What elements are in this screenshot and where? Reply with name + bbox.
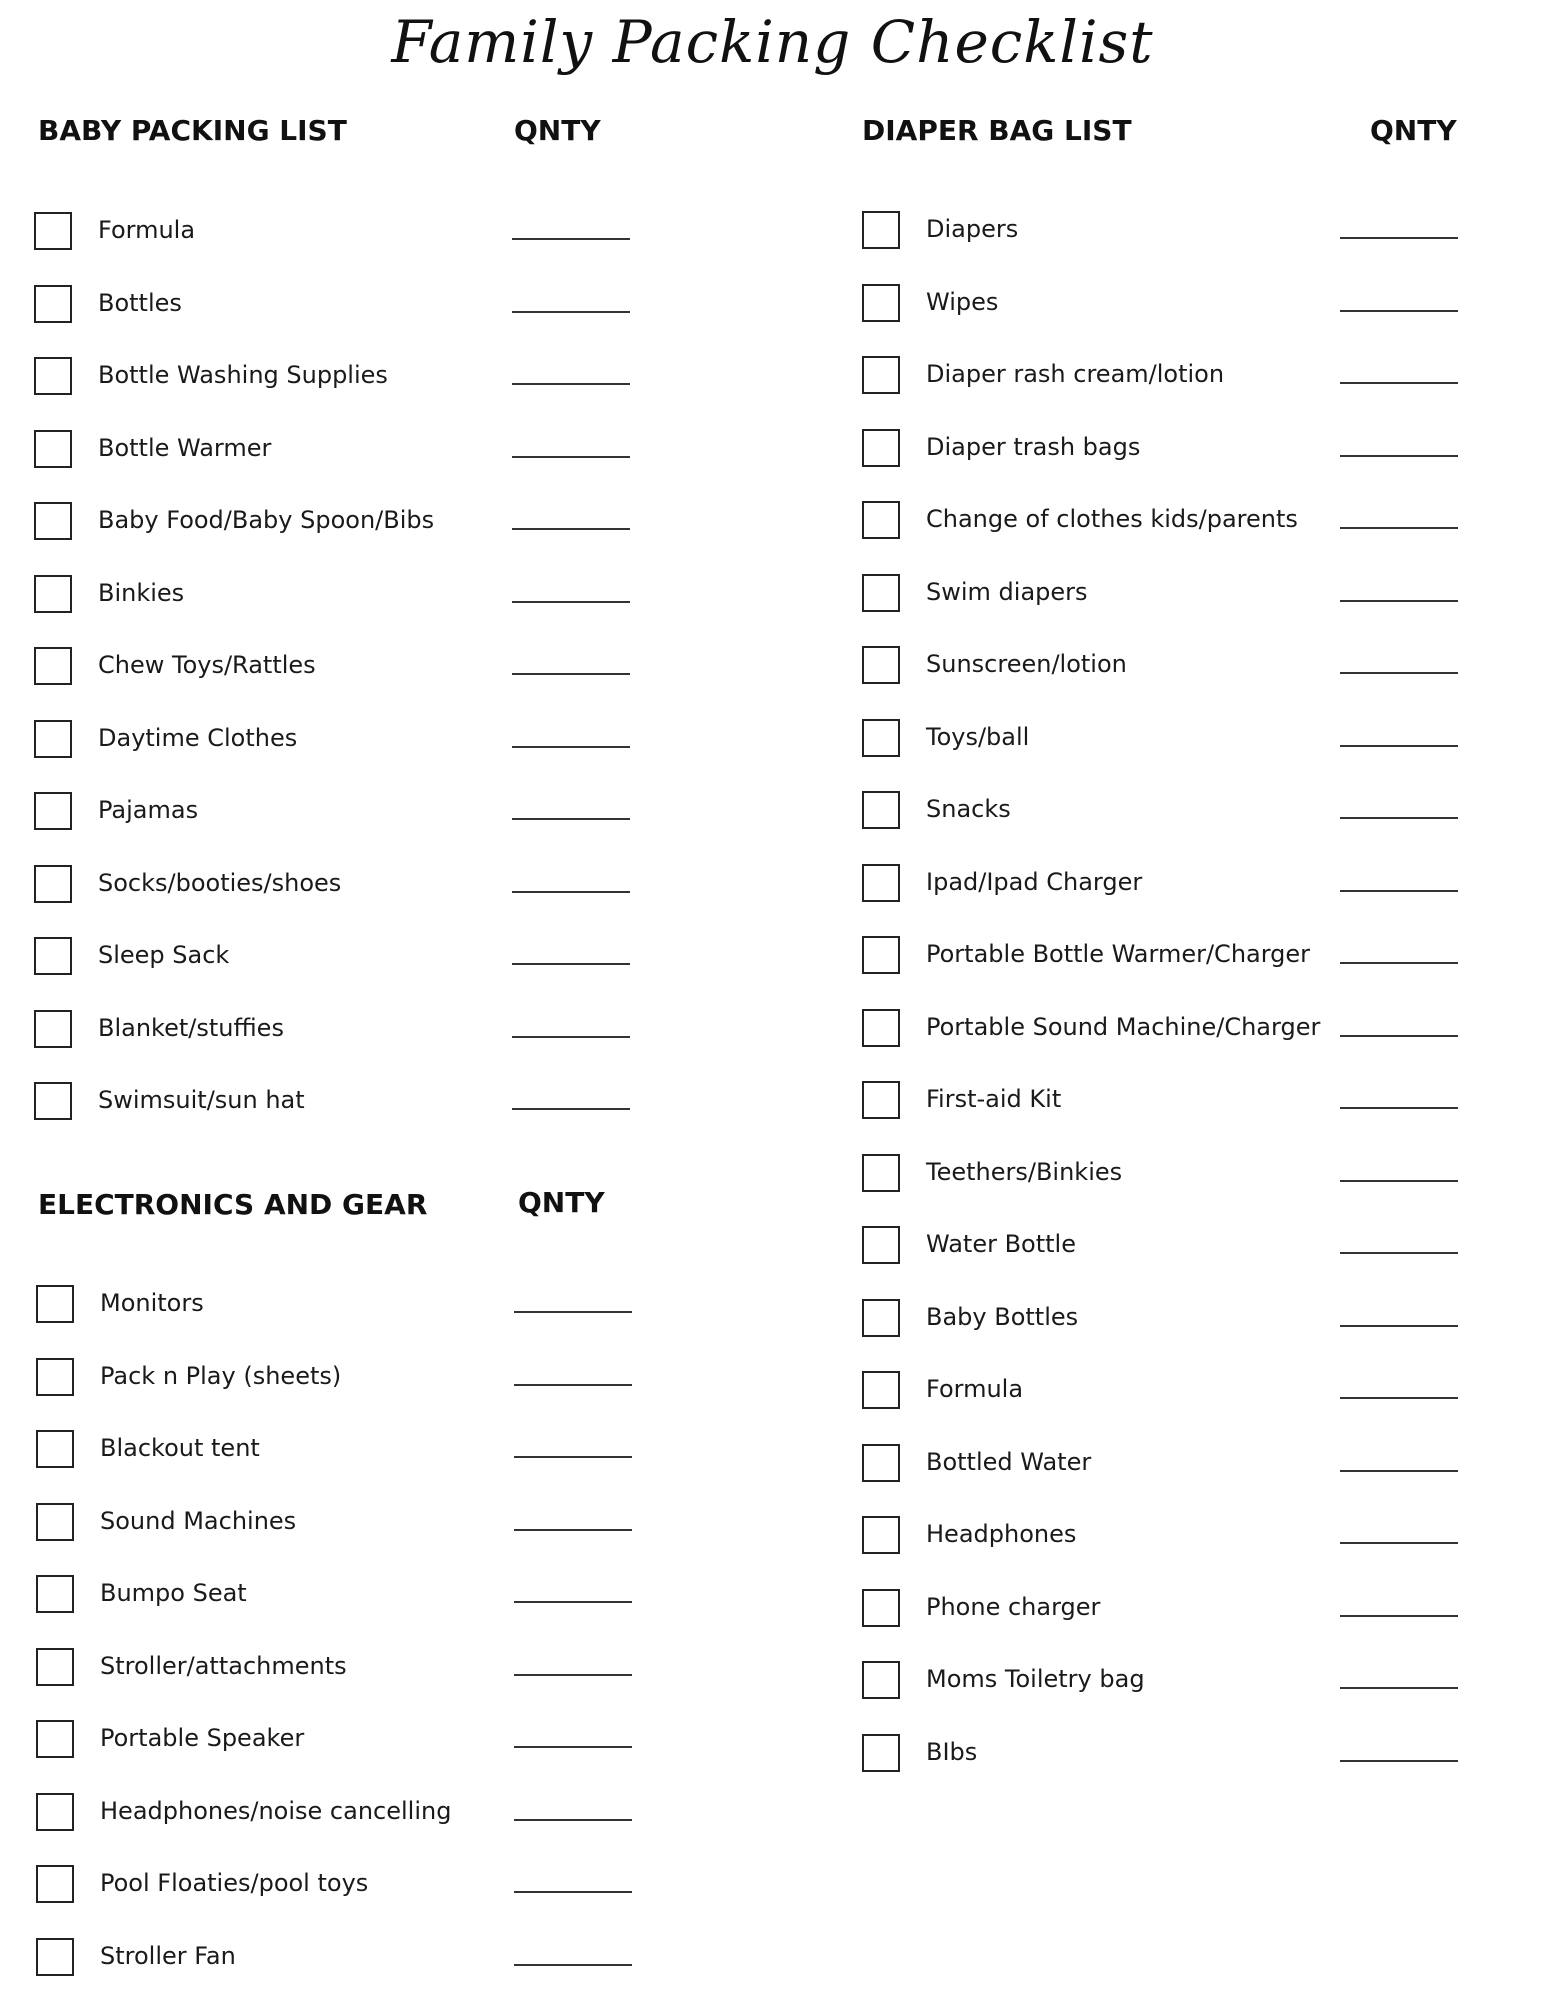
baby-list-item (34, 720, 642, 762)
diaper-list-item (862, 1589, 1470, 1631)
baby-list-item (34, 575, 642, 617)
item-label: Diapers (926, 215, 1019, 243)
diaper-list-item (862, 1299, 1470, 1341)
item-label: Sleep Sack (98, 941, 230, 969)
item-label: Wipes (926, 287, 999, 316)
diaper-list-item (862, 646, 1470, 688)
diaper-list-item (862, 501, 1470, 543)
checkbox[interactable] (862, 936, 900, 974)
checkbox[interactable] (36, 1648, 74, 1686)
diaper-list-item (862, 1444, 1470, 1486)
item-label: Formula (98, 216, 196, 244)
checkbox[interactable] (34, 720, 72, 758)
quantity-blank-line[interactable] (514, 1964, 632, 1966)
item-label: Teethers/Binkies (926, 1157, 1123, 1186)
checkbox[interactable] (36, 1358, 74, 1396)
checkbox[interactable] (862, 284, 900, 322)
item-label: Chew Toys/Rattles (98, 651, 316, 679)
checkbox[interactable] (862, 1516, 900, 1554)
item-label: Sunscreen/lotion (926, 650, 1127, 678)
electronics-list-item (36, 1793, 644, 1835)
quantity-blank-line[interactable] (1340, 1615, 1458, 1617)
item-label: Bottles (98, 288, 182, 317)
checkbox[interactable] (862, 864, 900, 902)
quantity-blank-line[interactable] (512, 528, 630, 530)
baby-list-item (34, 502, 642, 544)
item-label: Baby Bottles (926, 1302, 1079, 1331)
quantity-blank-line[interactable] (512, 673, 630, 675)
quantity-blank-line[interactable] (514, 1311, 632, 1313)
checkbox[interactable] (862, 791, 900, 829)
quantity-blank-line[interactable] (1340, 672, 1458, 674)
baby-list-item (34, 285, 642, 327)
electronics-list-item (36, 1938, 644, 1980)
checkbox[interactable] (862, 1444, 900, 1482)
item-label: Pajamas (98, 796, 199, 824)
quantity-blank-line[interactable] (1340, 1325, 1458, 1327)
item-label: Bumpo Seat (100, 1579, 247, 1607)
quantity-blank-line[interactable] (514, 1819, 632, 1821)
quantity-blank-line[interactable] (514, 1891, 632, 1893)
item-label: Headphones/noise cancelling (100, 1796, 452, 1825)
electronics-list-item (36, 1503, 644, 1545)
checkbox[interactable] (36, 1865, 74, 1903)
checkbox[interactable] (36, 1285, 74, 1323)
checkbox[interactable] (862, 1299, 900, 1337)
baby-qty-heading: QNTY (514, 114, 601, 147)
quantity-blank-line[interactable] (1340, 1397, 1458, 1399)
diaper-list-item (862, 211, 1470, 253)
baby-list-item (34, 1082, 642, 1124)
item-label: Blanket/stuffies (98, 1013, 284, 1042)
checkbox[interactable] (862, 1371, 900, 1409)
diaper-list-item (862, 356, 1470, 398)
quantity-blank-line[interactable] (1340, 745, 1458, 747)
quantity-blank-line[interactable] (512, 383, 630, 385)
quantity-blank-line[interactable] (1340, 817, 1458, 819)
quantity-blank-line[interactable] (514, 1746, 632, 1748)
item-label: Bottle Washing Supplies (98, 361, 388, 389)
quantity-blank-line[interactable] (1340, 600, 1458, 602)
quantity-blank-line[interactable] (514, 1384, 632, 1386)
diaper-list-item (862, 864, 1470, 906)
checkbox[interactable] (36, 1938, 74, 1976)
checkbox[interactable] (36, 1575, 74, 1613)
item-label: First-aid Kit (926, 1085, 1062, 1113)
quantity-blank-line[interactable] (1340, 962, 1458, 964)
diaper-list-item (862, 936, 1470, 978)
diaper-list-item (862, 791, 1470, 833)
item-label: Toys/ball (926, 722, 1030, 751)
item-label: Socks/booties/shoes (98, 868, 342, 897)
checkbox[interactable] (862, 1734, 900, 1772)
quantity-blank-line[interactable] (512, 1036, 630, 1038)
item-label: BIbs (926, 1737, 978, 1766)
item-label: Diaper rash cream/lotion (926, 360, 1225, 388)
item-label: Daytime Clothes (98, 723, 298, 752)
diaper-list-item (862, 1081, 1470, 1123)
checkbox[interactable] (34, 502, 72, 540)
diaper-list-item (862, 429, 1470, 471)
item-label: Baby Food/Baby Spoon/Bibs (98, 506, 435, 534)
item-label: Stroller/attachments (100, 1651, 347, 1680)
item-label: Moms Toiletry bag (926, 1665, 1145, 1693)
quantity-blank-line[interactable] (514, 1456, 632, 1458)
checkbox[interactable] (34, 647, 72, 685)
baby-list-item (34, 212, 642, 254)
item-label: Bottle Warmer (98, 433, 272, 462)
quantity-blank-line[interactable] (514, 1674, 632, 1676)
checkbox[interactable] (34, 865, 72, 903)
item-label: Swimsuit/sun hat (98, 1086, 305, 1114)
electronics-qty-heading: QNTY (518, 1186, 605, 1219)
quantity-blank-line[interactable] (1340, 1470, 1458, 1472)
checkbox[interactable] (862, 501, 900, 539)
electronics-list-item (36, 1720, 644, 1762)
diaper-list-item (862, 1516, 1470, 1558)
quantity-blank-line[interactable] (1340, 1760, 1458, 1762)
diaper-list-item (862, 574, 1470, 616)
item-label: Pack n Play (sheets) (100, 1361, 342, 1390)
checkbox[interactable] (36, 1430, 74, 1468)
diaper-list-item (862, 284, 1470, 326)
quantity-blank-line[interactable] (1340, 1180, 1458, 1182)
checkbox[interactable] (34, 937, 72, 975)
checkbox[interactable] (34, 357, 72, 395)
quantity-blank-line[interactable] (512, 746, 630, 748)
checkbox[interactable] (862, 574, 900, 612)
electronics-list-item (36, 1285, 644, 1327)
checkbox[interactable] (34, 430, 72, 468)
quantity-blank-line[interactable] (1340, 455, 1458, 457)
checkbox[interactable] (34, 1082, 72, 1120)
item-label: Monitors (100, 1289, 204, 1317)
electronics-section-heading: ELECTRONICS AND GEAR (38, 1188, 428, 1221)
quantity-blank-line[interactable] (1340, 1542, 1458, 1544)
checkbox[interactable] (862, 1226, 900, 1264)
item-label: Swim diapers (926, 577, 1088, 606)
quantity-blank-line[interactable] (1340, 1252, 1458, 1254)
checkbox[interactable] (862, 356, 900, 394)
quantity-blank-line[interactable] (1340, 1687, 1458, 1689)
checkbox[interactable] (862, 1589, 900, 1627)
diaper-list-item (862, 1009, 1470, 1051)
item-label: Portable Sound Machine/Charger (926, 1012, 1321, 1041)
checkbox[interactable] (862, 1661, 900, 1699)
item-label: Ipad/Ipad Charger (926, 867, 1143, 896)
quantity-blank-line[interactable] (512, 311, 630, 313)
item-label: Phone charger (926, 1592, 1101, 1621)
item-label: Binkies (98, 578, 185, 607)
checkbox[interactable] (34, 1010, 72, 1048)
item-label: Water Bottle (926, 1230, 1076, 1258)
checkbox[interactable] (862, 1154, 900, 1192)
baby-list-item (34, 792, 642, 834)
checkbox[interactable] (34, 792, 72, 830)
checkbox[interactable] (862, 646, 900, 684)
checkbox[interactable] (862, 211, 900, 249)
diaper-list-item (862, 1734, 1470, 1776)
diaper-list-item (862, 1661, 1470, 1703)
item-label: Portable Bottle Warmer/Charger (926, 940, 1311, 968)
diaper-qty-heading: QNTY (1370, 114, 1457, 147)
quantity-blank-line[interactable] (512, 456, 630, 458)
quantity-blank-line[interactable] (512, 891, 630, 893)
electronics-list-item (36, 1358, 644, 1400)
diaper-list-item (862, 719, 1470, 761)
baby-list-item (34, 357, 642, 399)
checkbox[interactable] (34, 285, 72, 323)
diaper-section-heading: DIAPER BAG LIST (862, 114, 1132, 147)
item-label: Diaper trash bags (926, 432, 1141, 461)
item-label: Stroller Fan (100, 1941, 236, 1970)
item-label: Formula (926, 1375, 1024, 1403)
quantity-blank-line[interactable] (514, 1529, 632, 1531)
electronics-list-item (36, 1865, 644, 1907)
diaper-list-item (862, 1371, 1470, 1413)
quantity-blank-line[interactable] (1340, 1035, 1458, 1037)
checkbox[interactable] (36, 1793, 74, 1831)
checkbox[interactable] (862, 429, 900, 467)
quantity-blank-line[interactable] (512, 1108, 630, 1110)
quantity-blank-line[interactable] (1340, 237, 1458, 239)
checkbox[interactable] (36, 1503, 74, 1541)
quantity-blank-line[interactable] (1340, 382, 1458, 384)
item-label: Bottled Water (926, 1447, 1092, 1476)
baby-section-heading: BABY PACKING LIST (38, 114, 347, 147)
quantity-blank-line[interactable] (512, 963, 630, 965)
item-label: Headphones (926, 1520, 1077, 1548)
diaper-list-item (862, 1226, 1470, 1268)
baby-list-item (34, 1010, 642, 1052)
quantity-blank-line[interactable] (1340, 310, 1458, 312)
item-label: Change of clothes kids/parents (926, 505, 1298, 533)
baby-list-item (34, 937, 642, 979)
quantity-blank-line[interactable] (512, 238, 630, 240)
quantity-blank-line[interactable] (514, 1601, 632, 1603)
checkbox[interactable] (34, 212, 72, 250)
checkbox[interactable] (34, 575, 72, 613)
quantity-blank-line[interactable] (1340, 527, 1458, 529)
electronics-list-item (36, 1648, 644, 1690)
item-label: Pool Floaties/pool toys (100, 1869, 369, 1897)
page-title: Family Packing Checklist (391, 8, 1154, 76)
electronics-list-item (36, 1575, 644, 1617)
quantity-blank-line[interactable] (512, 818, 630, 820)
baby-list-item (34, 865, 642, 907)
item-label: Snacks (926, 795, 1011, 823)
checkbox[interactable] (36, 1720, 74, 1758)
baby-list-item (34, 647, 642, 689)
quantity-blank-line[interactable] (1340, 1107, 1458, 1109)
item-label: Blackout tent (100, 1434, 260, 1462)
item-label: Portable Speaker (100, 1724, 305, 1752)
quantity-blank-line[interactable] (512, 601, 630, 603)
checkbox[interactable] (862, 719, 900, 757)
electronics-list-item (36, 1430, 644, 1472)
quantity-blank-line[interactable] (1340, 890, 1458, 892)
checkbox[interactable] (862, 1009, 900, 1047)
diaper-list-item (862, 1154, 1470, 1196)
item-label: Sound Machines (100, 1506, 297, 1535)
baby-list-item (34, 430, 642, 472)
checkbox[interactable] (862, 1081, 900, 1119)
